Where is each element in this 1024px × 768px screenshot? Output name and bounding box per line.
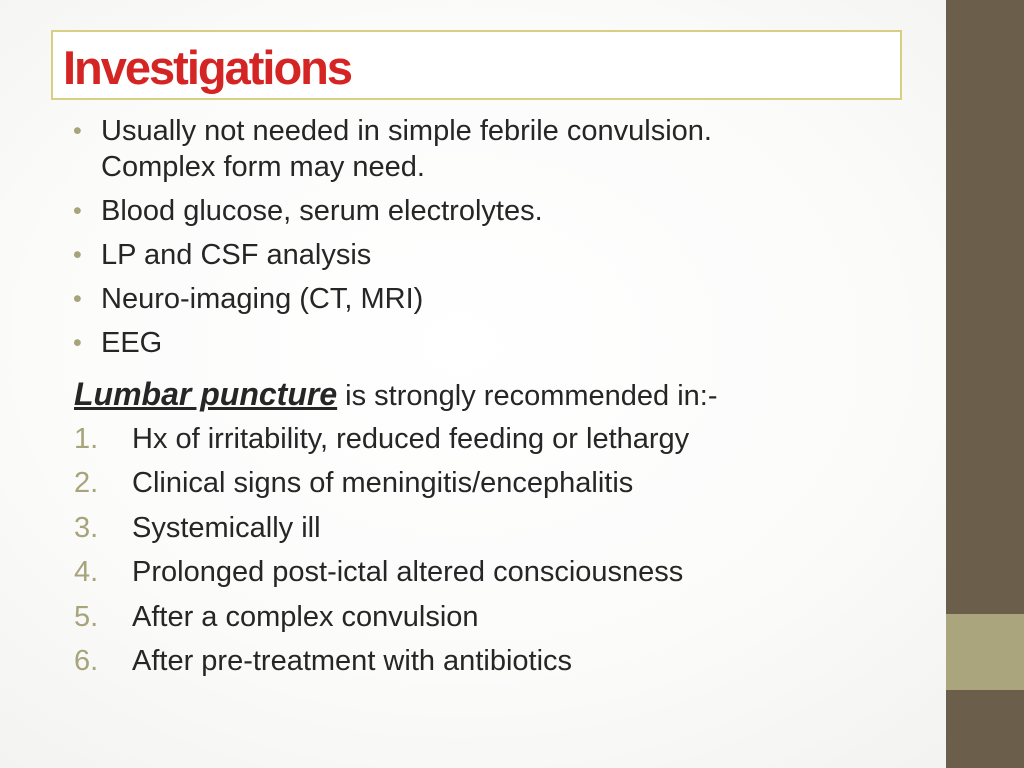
item-text: Systemically ill	[132, 511, 321, 544]
numbered-item	[74, 554, 834, 590]
lumbar-puncture-rest: is strongly recommended in:-	[337, 380, 718, 412]
title-box	[51, 30, 902, 100]
bullet-marker: •	[73, 285, 82, 313]
item-text: Clinical signs of meningitis/encephalitis	[132, 467, 634, 500]
item-number: 1.	[74, 423, 99, 455]
lumbar-puncture-emphasis: Lumbar puncture	[74, 376, 338, 412]
bullet-item	[73, 193, 833, 229]
item-number: 5.	[74, 600, 99, 633]
item-text: Hx of irritability, reduced feeding or lethargy	[132, 423, 690, 455]
bullet-text: LP and CSF analysis	[101, 239, 372, 271]
bullet-item	[73, 113, 833, 185]
bullet-marker: •	[73, 241, 82, 269]
item-number: 2.	[74, 467, 99, 500]
numbered-item	[74, 421, 834, 457]
bullet-text: Blood glucose, serum electrolytes.	[101, 195, 543, 227]
bullet-item	[73, 281, 833, 317]
investigations-bullet-list	[73, 113, 833, 369]
item-number: 3.	[74, 511, 99, 544]
bullet-marker: •	[73, 329, 82, 357]
slide-title: Investigations	[63, 41, 352, 94]
item-text: Prolonged post-ictal altered consciousness	[132, 556, 684, 589]
bullet-marker: •	[73, 197, 82, 225]
bullet-item	[73, 237, 833, 273]
bullet-item	[73, 325, 833, 361]
item-number: 6.	[74, 644, 99, 677]
bullet-text: Neuro-imaging (CT, MRI)	[101, 283, 424, 315]
item-number: 4.	[74, 556, 99, 589]
bullet-text: Usually not needed in simple febrile convulsion.	[101, 115, 712, 147]
right-sidebar-accent	[946, 614, 1024, 690]
item-text: After a complex convulsion	[132, 600, 479, 633]
bullet-text: EEG	[101, 327, 163, 359]
numbered-item	[74, 643, 834, 679]
lumbar-puncture-heading	[74, 373, 718, 422]
lumbar-puncture-indications-list	[74, 421, 834, 687]
bullet-marker: •	[73, 117, 82, 145]
numbered-item	[74, 465, 834, 501]
item-text: After pre-treatment with antibiotics	[132, 644, 573, 677]
numbered-item	[74, 510, 834, 546]
numbered-item	[74, 599, 834, 635]
bullet-text: Complex form may need.	[101, 151, 425, 183]
